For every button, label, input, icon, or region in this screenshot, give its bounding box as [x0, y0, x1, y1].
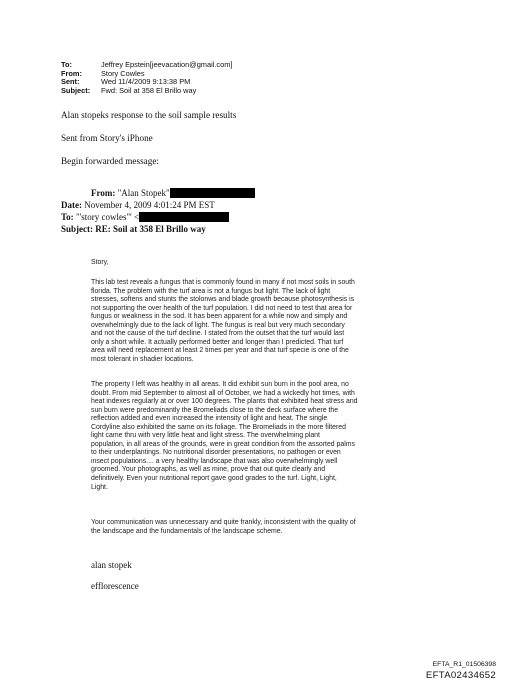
letter-line: The property I left was healthy in all areas. It did exhibit sun burn in the pool area, no	[91, 381, 349, 388]
letter-line: definitively. Even your nutritional report gave good grades to the turf. Light, Light,	[91, 475, 337, 483]
header-subject-label: Subject:	[61, 85, 91, 95]
letter-line: most tolerant in shadier locations.	[91, 355, 194, 363]
letter-line: only a short while. It actually performed better and longer than I predicted. That turf	[91, 338, 344, 346]
bates-number-large: EFTA02434652	[425, 670, 496, 681]
forwarded-from-label: From:	[91, 188, 116, 198]
redaction-bar	[170, 188, 255, 198]
letter-line: Cordyline also exhibited the same on its foliage. The Bromeliads in the more filtered	[91, 423, 346, 431]
letter-line: area will need replacement at least 2 times per year and that turf specie is one of the	[91, 347, 349, 355]
letter-line: insect populations.... a very healthy landscape that was also overwhelmingly well	[91, 457, 338, 465]
letter-line: fungus or weakness in the sod. It has been apparent for a while now and simply and	[91, 313, 348, 321]
letter-line: and not the cause of the turf decline. I stated from the outset that the turf would last	[91, 330, 345, 338]
letter-line: doubt. From mid September to almost all of October, we had a wickedly hot times, with	[91, 389, 355, 397]
letter-line: stresses, softens and stunts the stolonws and blade growth because photosynthesis is	[91, 296, 355, 304]
letter-line: heat indexes regularly at or over 100 degrees. The plants that exhibited heat stress and	[91, 398, 358, 406]
signature-company: efflorescence	[91, 581, 139, 591]
forwarded-date-row	[61, 200, 215, 211]
letter-line: Light.	[91, 483, 108, 491]
letter-salutation: Story,	[91, 259, 109, 266]
header-subject-row	[61, 87, 481, 96]
intro-line: Sent from Story's iPhone	[61, 133, 153, 143]
letter-line: population, in all areas of the grounds, were in great condition from the assorted palms	[91, 440, 355, 448]
letter-line: overwhelmingly due to the lack of light. The fungus is real but very much secondary	[91, 321, 345, 329]
header-sent-label: Sent:	[61, 77, 80, 87]
letter-line: florida. The problem with the turf area is not a fungus but light. The lack of light	[91, 287, 331, 295]
forwarded-to-row	[61, 212, 229, 223]
bates-number-small: EFTA_R1_01506398	[432, 661, 496, 668]
header-to-value: Jeffrey Epstein[jeevacation@gmail.com]	[101, 60, 233, 69]
forwarded-date-label: Date:	[61, 200, 82, 210]
forwarded-from-value: "Alan Stopek"	[117, 188, 170, 198]
letter-paragraph	[91, 519, 423, 536]
letter-line: light came thru with very little heat and light stress. The overwhelming plant	[91, 432, 320, 440]
forwarded-to-value: "'story cowles'" <	[75, 212, 140, 222]
letter-line: to their underplantings. No nutritional disorder presentations, no pathogen or even	[91, 449, 341, 457]
letter-line: not supporting the over health of the turf population. I did not need to test that area for	[91, 304, 353, 312]
forwarded-subject-label: Subject:	[61, 224, 93, 234]
intro-line: Alan stopeks response to the soil sample results	[61, 110, 237, 120]
forwarded-to-label: To:	[61, 212, 74, 222]
header-from-label: From:	[61, 68, 82, 78]
letter-paragraph	[91, 381, 423, 492]
header-to-label: To:	[61, 60, 72, 69]
forwarded-subject-value: RE: Soil at 358 El Brillo way	[95, 224, 206, 234]
letter-line: the landscape and the fundamentals of the landscape scheme.	[91, 527, 283, 535]
letter-paragraph	[91, 279, 423, 364]
letter-line: reflection added and even increased the intensity of light and heat. The single	[91, 415, 328, 423]
forwarded-date-value: November 4, 2009 4:01:24 PM EST	[84, 200, 215, 210]
letter-line: sun burn were predominantly the Bromeliads close to the deck surface where the	[91, 406, 339, 414]
redaction-bar	[139, 212, 229, 222]
header-from-value: Story Cowles	[101, 68, 145, 78]
letter-line: groomed. Your photographs, as well as mine, prove that out quite clearly and	[91, 466, 326, 474]
letter-line: Your communication was unnecessary and quite frankly, inconsistent with the quality of	[91, 519, 356, 526]
email-header	[61, 61, 481, 95]
intro-line: Begin forwarded message:	[61, 156, 159, 166]
header-subject-value: Fwd: Soil at 358 El Brillo way	[101, 85, 197, 95]
letter-line: This lab test reveals a fungus that is commonly found in many if not most soils in south	[91, 279, 355, 286]
forwarded-from-row	[91, 188, 255, 199]
signature-name: alan stopek	[91, 560, 132, 570]
header-sent-value: Wed 11/4/2009 9:13:38 PM	[101, 77, 191, 87]
forwarded-subject-row	[61, 224, 206, 235]
